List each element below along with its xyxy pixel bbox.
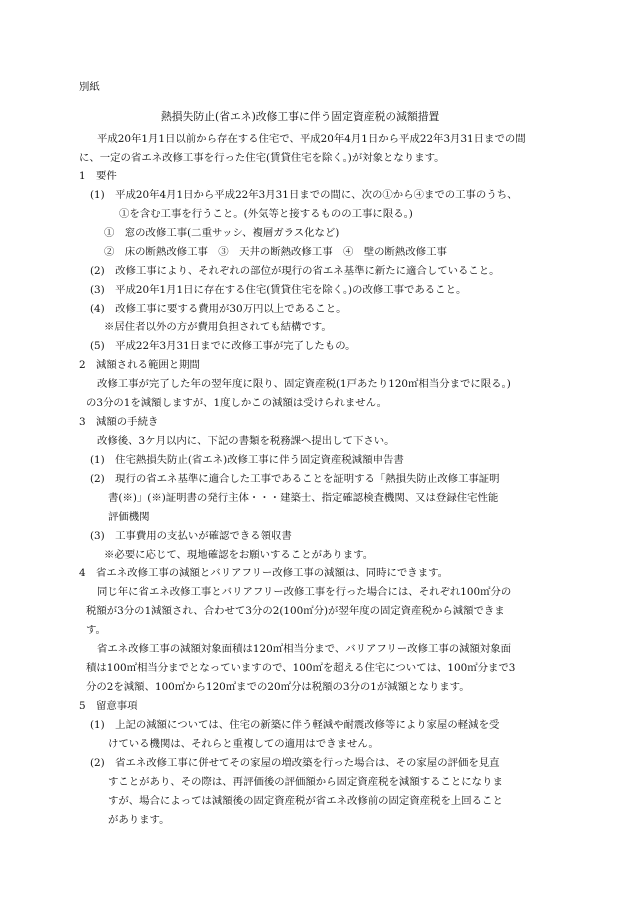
notes-item: けている機関は、それらと重複しての適用はできません。: [108, 738, 379, 750]
requirement-note: ※居住者以外の方が費用負担されても結構です。: [104, 321, 332, 333]
notes-item: があります。: [108, 814, 170, 826]
scope-line: の3分の1を減額しますが、1度しかこの減額は受けられません。: [86, 397, 388, 409]
section-heading: 2 減額される範囲と期間: [79, 359, 200, 371]
section-heading: 4 省エネ改修工事の減額とバリアフリー改修工事の減額は、同時にできます。: [79, 567, 449, 579]
notes-item: (1) 上記の減額については、住宅の新築に伴う軽減や耐震改修等により家屋の軽減を受: [90, 719, 500, 731]
procedure-lead: 改修後、3ケ月以内に、下記の書類を税務課へ提出して下さい。: [97, 435, 395, 447]
section-heading: 5 留意事項: [79, 700, 138, 712]
procedure-item: 評価機関: [108, 511, 150, 523]
attachment-label: 別紙: [79, 81, 100, 93]
requirement-item: (4) 改修工事に要する費用が30万円以上であること。: [90, 303, 347, 315]
section-heading: 1 要件: [79, 170, 117, 182]
work-item: ① 窓の改修工事(二重サッシ、複層ガラス化など): [104, 227, 340, 239]
procedure-item: 書(※)」(※)証明書の発行主体・・・建築士、指定確認検査機関、又は登録住宅性能: [108, 492, 499, 504]
barrier-free-line: す。: [86, 624, 106, 636]
procedure-item: (2) 現行の省エネ基準に適合した工事であることを証明する「熱損失防止改修工事証明: [90, 473, 500, 485]
notes-item: すが、場合によっては減額後の固定資産税が省エネ改修前の固定資産税を上回ること: [108, 795, 503, 807]
requirement-item: ①を含む工事を行うこと。(外気等と接するものの工事に限る。): [119, 208, 413, 220]
section-heading: 3 減額の手続き: [79, 416, 159, 428]
barrier-free-line: 税額が3分の1減額され、合わせて3分の2(100㎡分)が翌年度の固定資産税から減額できま: [86, 605, 505, 617]
barrier-free-line: 分の2を減額、100㎡から120㎡までの20㎡分は税額の3分の1が減額となります。: [86, 681, 470, 693]
barrier-free-line: 省エネ改修工事の減額対象面積は120㎡相当分まで、バリアフリー改修工事の減額対象面: [97, 643, 512, 655]
requirement-item: (1) 平成20年4月1日から平成22年3月31日までの間に、次の①から④までの工事のうち、: [90, 189, 518, 201]
procedure-item: (1) 住宅熱損失防止(省エネ)改修工事に伴う固定資産税減額申告書: [90, 454, 404, 466]
requirement-item: (5) 平成22年3月31日までに改修工事が完了したもの。: [90, 340, 356, 352]
requirement-item: (2) 改修工事により、それぞれの部位が現行の省エネ基準に新たに適合していること。: [90, 265, 500, 277]
page-title: 熱損失防止(省エネ)改修工事に伴う固定資産税の減額措置: [161, 110, 440, 123]
work-item: ② 床の断熱改修工事 ③ 天井の断熱改修工事 ④ 壁の断熱改修工事: [104, 246, 447, 258]
intro-line: 平成20年1月1日以前から存在する住宅で、平成20年4月1日から平成22年3月31日までの間: [97, 133, 526, 145]
procedure-item: (3) 工事費用の支払いが確認できる領収書: [90, 530, 292, 542]
barrier-free-line: 積は100㎡相当分までとなっていますので、100㎡を超える住宅については、100㎡分まで3: [86, 662, 516, 674]
procedure-note: ※必要に応じて、現地確認をお願いすることがあります。: [104, 549, 374, 561]
notes-item: (2) 省エネ改修工事に併せてその家屋の増改築を行った場合は、その家屋の評価を見直: [90, 757, 500, 769]
requirement-item: (3) 平成20年1月1日に存在する住宅(賃貸住宅を除く。)の改修工事であること。: [90, 284, 467, 296]
intro-line: に、一定の省エネ改修工事を行った住宅(賃貸住宅を除く。)が対象となります。: [79, 152, 445, 164]
scope-line: 改修工事が完了した年の翌年度に限り、固定資産税(1戸あたり120㎡相当分までに限る。): [97, 378, 511, 390]
barrier-free-line: 同じ年に省エネ改修工事とバリアフリー改修工事を行った場合には、それぞれ100㎡分の: [97, 586, 512, 598]
notes-item: すことがあり、その際は、再評価後の評価額から固定資産税を減額することになりま: [108, 776, 503, 788]
